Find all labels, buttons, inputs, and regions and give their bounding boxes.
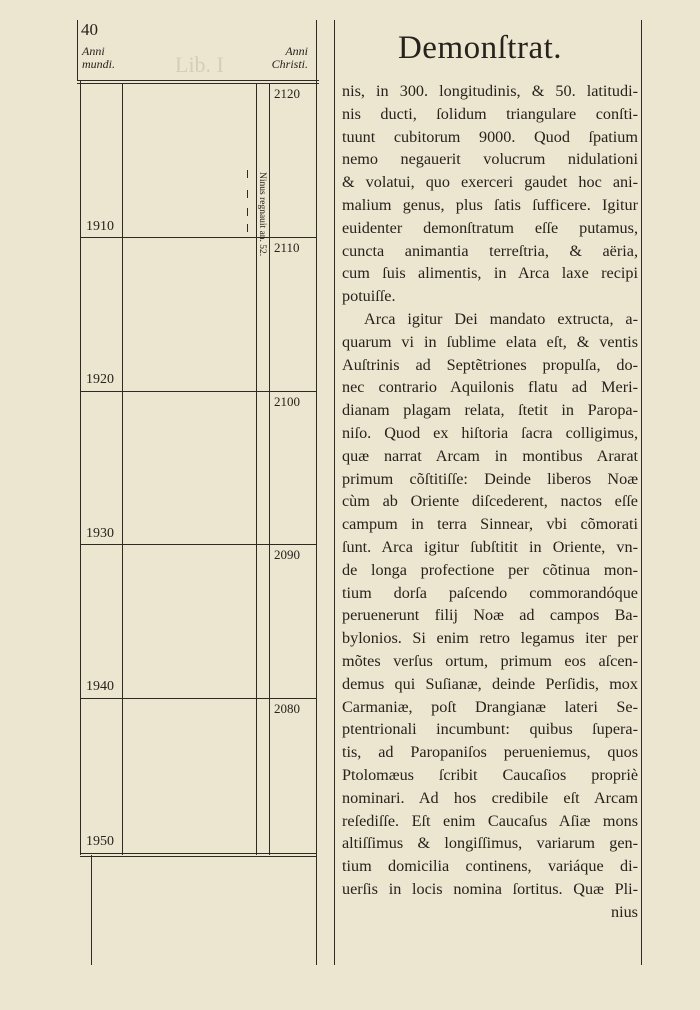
text-line: primum cõſtitiſſe: Deinde liberos Noæ: [342, 469, 638, 488]
row-rule-3: [80, 544, 316, 545]
text-line: ſunt. Arca igitur ſubſtitit in Oriente, vn-: [342, 537, 638, 556]
text-line: Arca igitur Dei mandato extructa, a-: [364, 309, 638, 328]
text-line: potuiſſe.: [342, 287, 396, 306]
text-right-rule: [641, 20, 642, 965]
body-text: [342, 80, 638, 923]
text-line: nemo negauerit volucrum nidulationi: [342, 150, 638, 169]
header-anni-mundi-line2: mundi.: [82, 57, 115, 71]
text-left-rule: [334, 20, 335, 965]
header-anni-christi-line2: Christi.: [271, 57, 308, 71]
text-line: cuncta animantia terreſtria, & aëria,: [342, 241, 638, 260]
header-anni-christi-line1: Anni: [285, 44, 308, 58]
page-heading: Demonſtrat.: [397, 30, 563, 66]
text-line: quæ narrat Arcam in montibus Ararat: [342, 446, 638, 465]
header-anni-christi: [266, 45, 308, 71]
text-line: altiſſimus & longiſſimus, variarum gen-: [342, 834, 638, 853]
text-line: malium genus, plus ſatis ſufficere. Igitur: [342, 195, 638, 214]
year-mundi-1910: 1910: [86, 219, 114, 234]
year-mundi-1950: 1950: [86, 834, 114, 849]
text-line: uerſis in locis nomina ſortitus. Quæ Pli-: [342, 879, 638, 898]
outer-left-rule: [77, 20, 78, 80]
text-line: nis ducti, ſolidum triangulare conſti-: [342, 104, 638, 123]
text-line: euidenter demonſtratum eſſe putamus,: [342, 218, 638, 237]
header-anni-mundi-line1: Anni: [82, 44, 105, 58]
tick-mark: [247, 208, 248, 216]
text-line: campum in terra Sinnear, vbi cõmorati: [342, 515, 638, 534]
left-column-rule: [80, 80, 81, 855]
text-line: mõtes verſus ortum, primum eos aſcen-: [342, 651, 638, 670]
text-line: tuunt cubitorum 9000. Quod ſpatium: [342, 127, 638, 146]
text-line: niſo. Quod ex hiſtoria ſacra colligimus,: [342, 423, 638, 442]
year-mundi-1930: 1930: [86, 526, 114, 541]
text-line: cum ſuis alimentis, in Arca laxe recipi: [342, 264, 638, 283]
text-line: tis, ad Paropaniſos perueniemus, quos: [342, 743, 638, 762]
year-mundi-1940: 1940: [86, 679, 114, 694]
text-line: quarum vi in ſublime elata eſt, & ventis: [342, 332, 638, 351]
row-rule-1: [80, 237, 316, 238]
text-line: Ptolomæus ſcribit Caucaſios propriè: [342, 765, 638, 784]
text-line: nis, in 300. longitudinis, & 50. latitudi-: [342, 82, 638, 100]
text-line: demus qui Suſianæ, deinde Perſidis, mox: [342, 674, 638, 693]
text-line: nominari. Ad hos credibile eſt Arcam: [342, 788, 638, 807]
year-christi-2100: 2100: [274, 394, 300, 409]
year-christi-2120: 2120: [274, 86, 300, 101]
row-rule-2: [80, 391, 316, 392]
text-line: cùm ab Oriente diſcederent, nactos eſſe: [342, 492, 638, 511]
row-rule-4: [80, 698, 316, 699]
inner-column-rule-3: [269, 83, 270, 855]
lower-left-rule: [91, 855, 92, 965]
row-rule-5-double: [80, 856, 316, 857]
year-mundi-1920: 1920: [86, 372, 114, 387]
text-line: & volatui, quo exerceri gaudet hoc ani-: [342, 173, 638, 192]
marginal-note-ninus: Ninus regnauit an. 52.: [257, 172, 267, 257]
text-line: peruenerunt filij Noæ ad campos Ba-: [342, 606, 638, 625]
header-rule: [77, 80, 319, 81]
header-anni-mundi: [82, 45, 115, 71]
right-column-rule: [316, 20, 317, 965]
text-line: nec contrario Aquilonis flatu ad Meri-: [342, 378, 638, 397]
text-line: nius: [611, 902, 638, 921]
tick-mark: [247, 170, 248, 178]
page-number: 40: [81, 20, 98, 39]
year-christi-2080: 2080: [274, 701, 300, 716]
text-line: bylonios. Si enim retro legamus iter per: [342, 629, 638, 648]
tick-mark: [247, 224, 248, 232]
year-christi-2110: 2110: [274, 240, 300, 255]
tick-mark: [247, 190, 248, 198]
text-line: tium domicilia continens, variáque di-: [342, 857, 638, 876]
text-line: Auſtrinis ad Septẽtriones propulſa, do-: [342, 355, 638, 374]
header-rule-double: [77, 83, 319, 84]
text-line: dianam plagam relata, ſtetit in Paropa-: [342, 401, 638, 420]
text-line: Carmaniæ, poſt Drangianæ lateri Se-: [342, 697, 638, 716]
text-line: reſediſſe. Eſt enim Caucaſus Aſiæ mons: [342, 811, 638, 830]
year-christi-2090: 2090: [274, 547, 300, 562]
text-line: ptentrionali incumbunt: quibus ſupera-: [342, 720, 638, 739]
text-line: tium dorſa paſcendo commorandóque: [342, 583, 638, 602]
row-rule-5: [80, 853, 316, 854]
text-line: de longa profectione per cõtinua mon-: [342, 560, 638, 579]
bleed-through-ghost-text: Lib. I: [175, 52, 224, 77]
inner-column-rule-1: [122, 83, 123, 855]
